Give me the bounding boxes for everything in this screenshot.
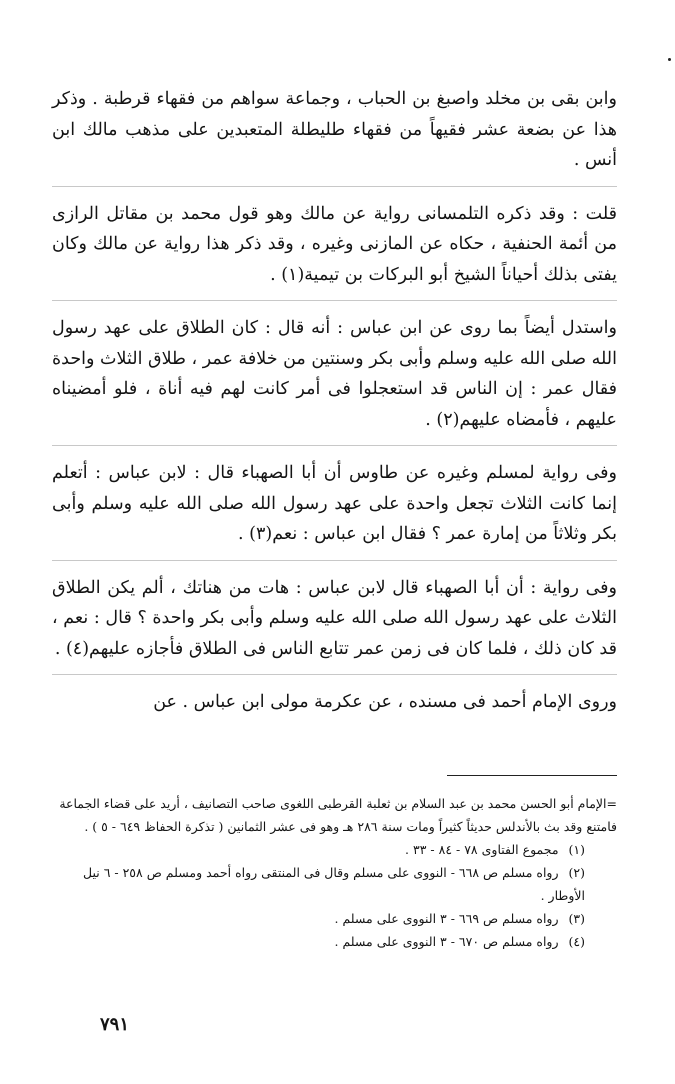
footnote-text: رواه مسلم ص ٦٧٠ - ٣ النووى على مسلم . [334, 934, 559, 949]
margin-mark [668, 58, 671, 61]
footnote-text: رواه مسلم ص ٦٦٩ - ٣ النووى على مسلم . [334, 911, 559, 926]
main-text [52, 84, 617, 740]
footnote-number: (١) [568, 842, 585, 857]
paragraph-4: وفى رواية لمسلم وغيره عن طاوس أن أبا الصهباء قال : لابن عباس : أتعلم إنما كانت الثلاث تجعل واحدة على عهد رسول الله صلى الله عليه وسلم وأبى بكر وثلاثاً من إمارة عمر ؟ فقال ابن عباس : نعم(٣) . [52, 458, 617, 561]
footnote-number: (٢) [568, 865, 585, 880]
footnote-number: (٤) [568, 934, 585, 949]
paragraph-5: وفى رواية : أن أبا الصهباء قال لابن عباس : هات من هناتك ، ألم يكن الطلاق الثلاث على عهد رسول الله صلى الله عليه وسلم وأبى بكر واحدة ؟ قال : نعم ، قد كان ذلك ، فلما كان فى زمن عمر تتابع الناس فى الطلاق فأجازه عليهم(٤) . [52, 573, 617, 676]
footnote-4 [57, 930, 617, 953]
paragraph-2: قلت : وقد ذكره التلمسانى رواية عن مالك وهو قول محمد بن مقاتل الرازى من أئمة الحنفية ، حكاه عن المازنى وغيره ، وقد ذكر هذا رواية عن مالك وكان يفتى بذلك أحياناً الشيخ أبو البركات بن تيمية(١) . [52, 199, 617, 302]
footnote-divider [447, 775, 617, 776]
footnotes [57, 792, 617, 953]
footnote-continued: =الإمام أبو الحسن محمد بن عبد السلام بن ثعلبة القرطبى اللغوى صاحب التصانيف ، أريد على قضاء الجماعة فامتنع وقد بث بالأندلس حديثاً كثيراً ومات سنة ٢٨٦ هـ وهو فى عشر الثمانين ( تذكرة الحفاظ ٦٤٩ - ٥ ) . [59, 796, 617, 834]
footnote-1 [57, 838, 617, 861]
footnote-3 [57, 907, 617, 930]
footnote-number: (٣) [568, 911, 585, 926]
footnote-2 [57, 861, 617, 907]
paragraph-6: وروى الإمام أحمد فى مسنده ، عن عكرمة مولى ابن عباس . عن [153, 692, 617, 712]
footnote-text: رواه مسلم ص ٦٦٨ - النووى على مسلم وقال فى المنتقى رواه أحمد ومسلم ص ٢٥٨ - ٦ نيل الأوطار . [82, 865, 585, 903]
paragraph-1: وابن بقى بن مخلد واصبغ بن الحباب ، وجماعة سواهم من فقهاء قرطبة . وذكر هذا عن بضعة عشر فقيهاً من فقهاء طليطلة المتعبدين على مذهب مالك ابن أنس . [52, 84, 617, 187]
paragraph-3: واستدل أيضاً بما روى عن ابن عباس : أنه قال : كان الطلاق على عهد رسول الله صلى الله عليه وسلم وأبى بكر وسنتين من خلافة عمر ، طلاق الثلاث واحدة فقال عمر : إن الناس قد استعجلوا فى أمر كانت لهم فيه أناة ، فلو أمضيناه عليهم ، فأمضاه عليهم(٢) . [52, 313, 617, 446]
page-number: ٧٩١ [100, 1014, 130, 1035]
footnote-text: مجموع الفتاوى ٧٨ - ٨٤ - ٣٣ . [405, 842, 559, 857]
